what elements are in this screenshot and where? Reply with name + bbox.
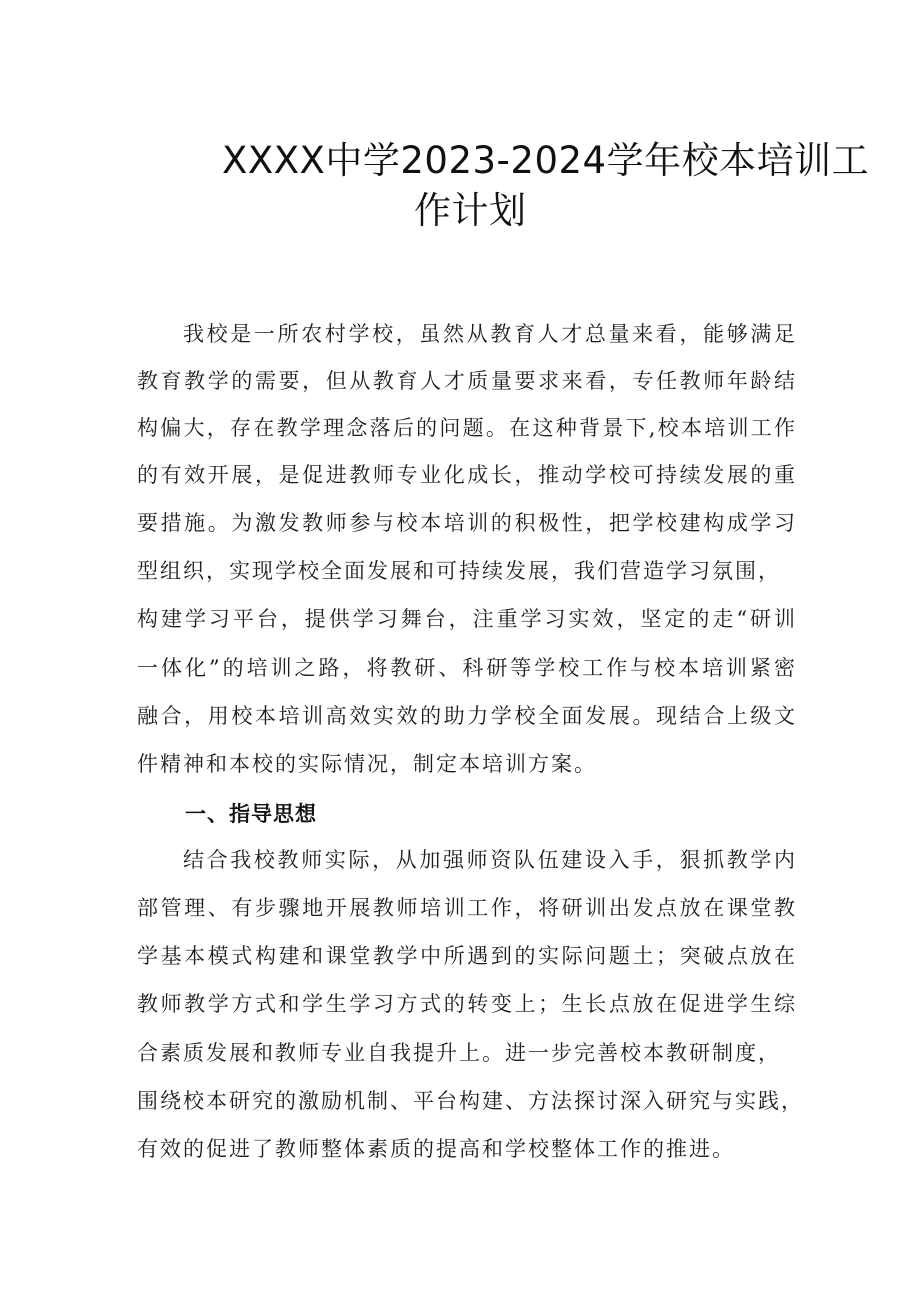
section-paragraph-line: 围绕校本研究的激励机制、平台构建、方法探讨深入研究与实践， <box>137 1089 804 1113</box>
intro-paragraph-line: 型组织，实现学校全面发展和可持续发展，我们营造学习氛围， <box>137 559 781 583</box>
intro-paragraph-line: 教育教学的需要，但从教育人才质量要求来看，专任教师年龄结 <box>137 369 797 393</box>
section-paragraph-line: 合素质发展和教师专业自我提升上。进一步完善校本教研制度， <box>137 1041 781 1065</box>
document-title-line-1: XXXX中学2023-2024学年校本培训工 <box>222 139 870 182</box>
intro-paragraph-line: 构建学习平台，提供学习舞台，注重学习实效，坚定的走“研训 <box>137 607 797 631</box>
section-paragraph-line: 结合我校教师实际，从加强师资队伍建设入手，狠抓教学内 <box>183 848 797 872</box>
intro-paragraph-line: 融合，用校本培训高效实效的助力学校全面发展。现结合上级文 <box>137 704 797 728</box>
intro-paragraph-line: 我校是一所农村学校，虽然从教育人才总量来看，能够满足 <box>183 322 797 346</box>
intro-paragraph-line: 构偏大，存在教学理念落后的问题。在这种背景下,校本培训工作 <box>137 416 797 440</box>
section-paragraph-line: 有效的促进了教师整体素质的提高和学校整体工作的推进。 <box>137 1137 735 1161</box>
section-paragraph-line: 部管理、有步骤地开展教师培训工作，将研训出发点放在课堂教 <box>137 896 797 920</box>
section-paragraph-line: 学基本模式构建和课堂教学中所遇到的实际问题土；突破点放在 <box>137 944 797 968</box>
intro-paragraph-line: 一体化”的培训之路，将教研、科研等学校工作与校本培训紧密 <box>137 656 797 680</box>
section-paragraph-line: 教师教学方式和学生学习方式的转变上；生长点放在促进学生综 <box>137 992 797 1016</box>
document-title-line-2: 作计划 <box>414 189 527 232</box>
intro-paragraph-line: 要措施。为激发教师参与校本培训的积极性，把学校建构成学习 <box>137 511 797 535</box>
section-heading-guiding-ideology: 一、指导思想 <box>185 802 317 826</box>
intro-paragraph-line: 的有效开展，是促进教师专业化成长，推动学校可持续发展的重 <box>137 463 797 487</box>
intro-paragraph-line: 件精神和本校的实际情况，制定本培训方案。 <box>137 752 597 776</box>
